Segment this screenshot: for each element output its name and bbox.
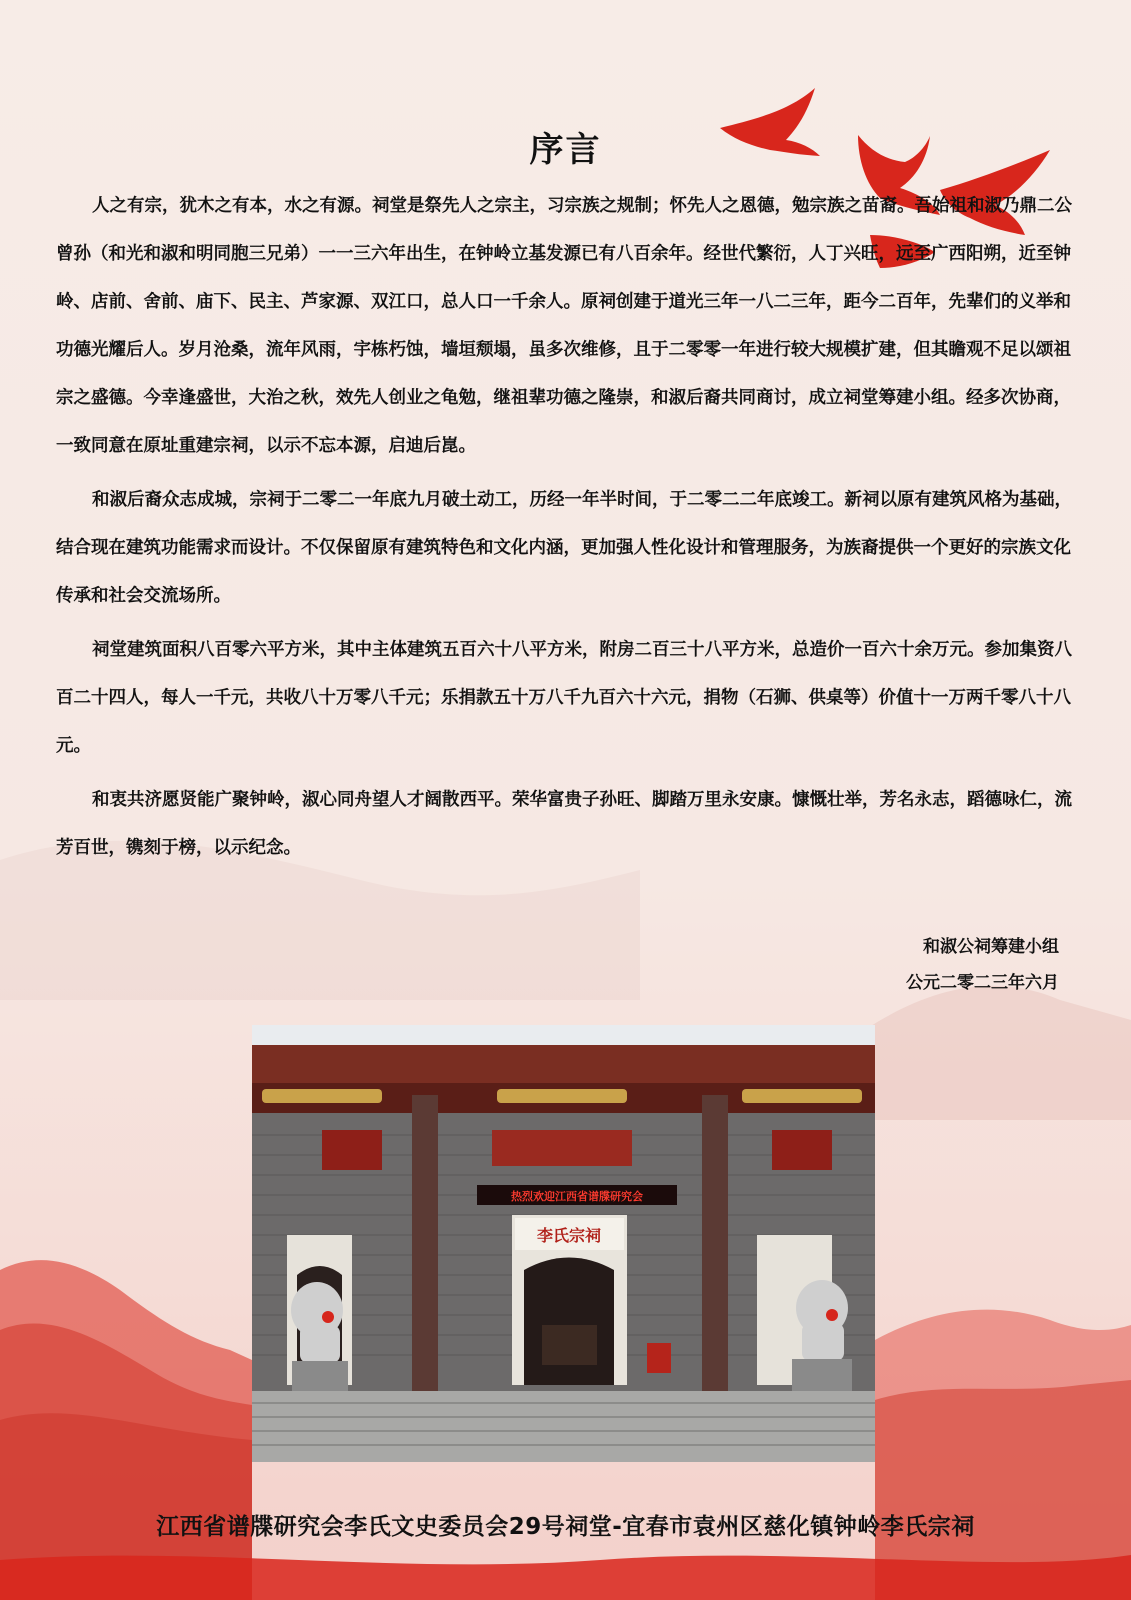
signature-group: 和淑公祠筹建小组 [923, 937, 1059, 957]
signature-date: 公元二零二三年六月 [906, 973, 1059, 993]
ancestral-hall-photo [252, 1025, 875, 1462]
photo-plaque: 李氏宗祠 [536, 1226, 602, 1245]
paragraph: 和衷共济愿贤能广聚钟岭，淑心同舟望人才阔散西平。荣华富贵子孙旺、脚踏万里永安康。慷慨壮举，芳名永志，蹈德咏仁，流芳百世，镌刻于榜，以示纪念。 [56, 790, 1072, 858]
paragraph: 人之有宗，犹木之有本，水之有源。祠堂是祭先人之宗主，习宗族之规制；怀先人之恩德，勉宗族之苗裔。吾始祖和淑乃鼎二公曾孙（和光和淑和明同胞三兄弟）一一三六年出生，在钟岭立基发源已有八百余年。经世代繁衍，人丁兴旺，远至广西阳朔，近至钟岭、店前、舍前、庙下、民主、芦家源、双江口，总人口一千余人。原祠创建于道光三年一八二三年，距今二百年，先辈们的义举和功德光耀后人。岁月沧桑，流年风雨，宇栋朽蚀，墙垣颓塌，虽多次维修，且于二零零一年进行较大规模扩建，但其瞻观不足以颂祖宗之盛德。今幸逢盛世，大治之秋，效先人创业之龟勉，继祖辈功德之隆崇，和淑后裔共同商讨，成立祠堂筹建小组。经多次协商，一致同意在原址重建宗祠，以示不忘本源，启迪后崑。 [56, 196, 1072, 456]
paragraph: 祠堂建筑面积八百零六平方米，其中主体建筑五百六十八平方米，附房二百三十八平方米，总造价一百六十余万元。参加集资八百二十四人，每人一千元，共收八十万零八千元；乐捐款五十万八千九百六十六元，捐物（石狮、供桌等）价值十一万两千零八十八元。 [56, 640, 1072, 756]
paragraph: 和淑后裔众志成城，宗祠于二零二一年底九月破土动工，历经一年半时间，于二零二二年底竣工。新祠以原有建筑风格为基础，结合现在建筑功能需求而设计。不仅保留原有建筑特色和文化内涵，更加强人性化设计和管理服务，为族裔提供一个更好的宗族文化传承和社会交流场所。 [56, 490, 1072, 606]
page-caption: 江西省谱牒研究会李氏文史委员会29号祠堂-宜春市袁州区慈化镇钟岭李氏宗祠 [156, 1514, 975, 1540]
preface-body [56, 182, 1086, 878]
photo-banner: 热烈欢迎江西省谱牒研究会 [511, 1190, 643, 1203]
page-title: 序言 [529, 130, 602, 170]
